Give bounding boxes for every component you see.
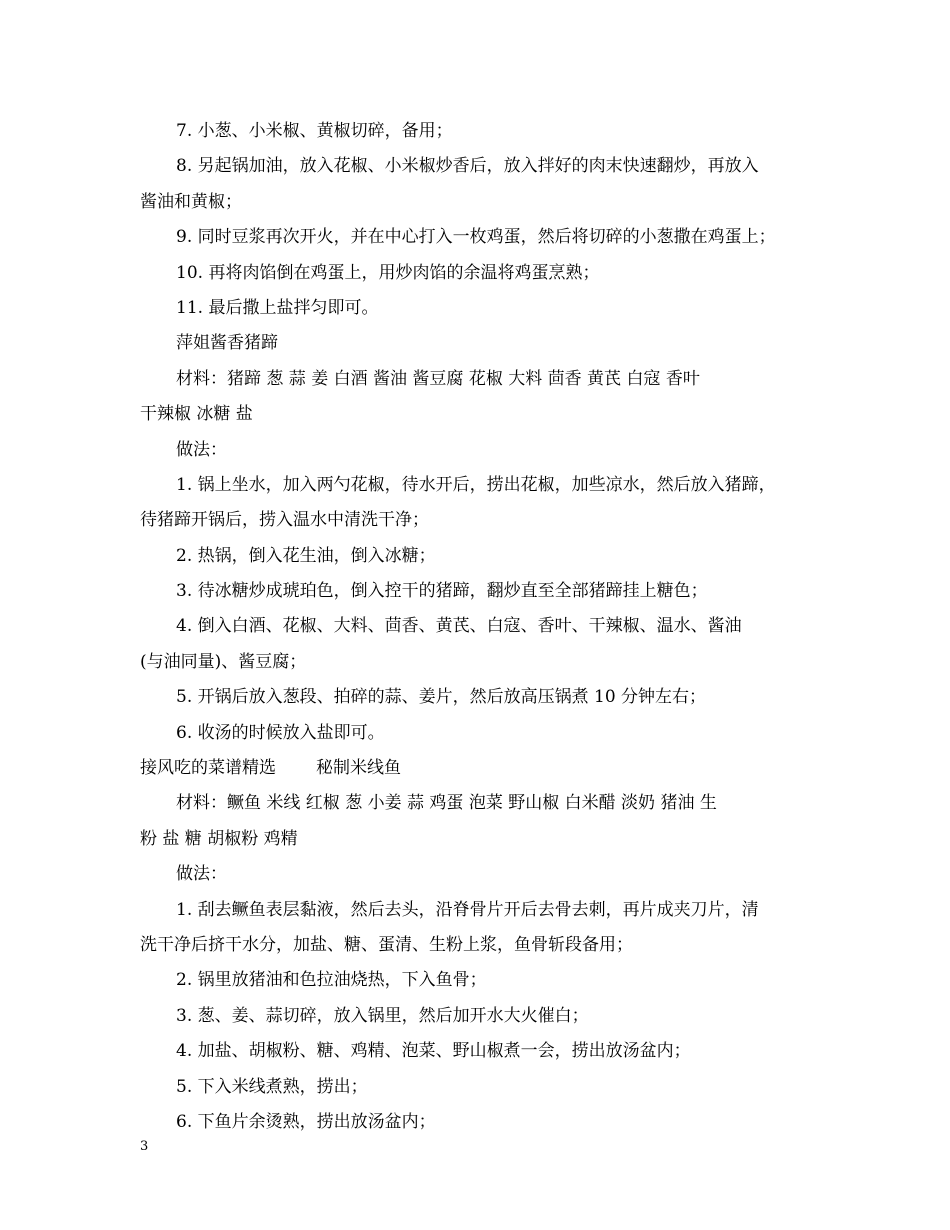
step-line: 11. 最后撒上盐拌匀即可。 [176, 297, 379, 318]
page-number: 3 [140, 1139, 149, 1154]
method-heading: 做法： [176, 439, 227, 460]
method-heading: 做法： [176, 864, 227, 885]
step-line: 10. 再将肉馅倒在鸡蛋上，用炒肉馅的余温将鸡蛋烹熟； [176, 262, 600, 283]
section-heading: 接风吃的菜谱精选 [140, 758, 276, 779]
step-line-continued: 洗干净后挤干水分，加盐、糖、蛋清、生粉上浆，鱼骨斩段备用； [140, 934, 633, 955]
step-line: 6. 收汤的时候放入盐即可。 [176, 722, 385, 743]
step-line: 1. 锅上坐水，加入两勺花椒，待水开后，捞出花椒，加些凉水，然后放入猪蹄， [176, 474, 776, 495]
step-line: 3. 待冰糖炒成琥珀色，倒入控干的猪蹄，翻炒直至全部猪蹄挂上糖色； [176, 581, 708, 602]
step-line: 7. 小葱、小米椒、黄椒切碎，备用； [176, 121, 453, 141]
step-line: 9. 同时豆浆再次开火，并在中心打入一枚鸡蛋，然后将切碎的小葱撒在鸡蛋上； [176, 227, 776, 248]
step-line-continued: (与油同量)、酱豆腐； [140, 651, 307, 672]
ingredients-line: 材料：猪蹄 葱 蒜 姜 白酒 酱油 酱豆腐 花椒 大料 茴香 黄芪 白寇 香叶 [176, 368, 700, 389]
ingredients-line-continued: 粉 盐 糖 胡椒粉 鸡精 [140, 828, 298, 849]
step-line: 1. 刮去鳜鱼表层黏液，然后去头，沿脊骨片开后去骨去刺，再片成夹刀片，清 [176, 899, 759, 920]
section-heading-row [140, 751, 830, 786]
step-line: 2. 热锅，倒入花生油，倒入冰糖； [176, 545, 436, 566]
recipe-title: 萍姐酱香猪蹄 [176, 333, 278, 354]
step-line: 8. 另起锅加油，放入花椒、小米椒炒香后，放入拌好的肉末快速翻炒，再放入 [176, 156, 759, 177]
step-line: 5. 下入米线煮熟，捞出； [176, 1076, 368, 1097]
step-line: 4. 倒入白酒、花椒、大料、茴香、黄芪、白寇、香叶、干辣椒、温水、酱油 [176, 616, 742, 637]
step-line-continued: 待猪蹄开锅后，捞入温水中清洗干净； [140, 510, 429, 531]
step-line: 4. 加盐、胡椒粉、糖、鸡精、泡菜、野山椒煮一会，捞出放汤盆内； [176, 1041, 691, 1062]
step-line: 5. 开锅后放入葱段、拍碎的蒜、姜片，然后放高压锅煮 10 分钟左右； [176, 687, 707, 708]
ingredients-line-continued: 干辣椒 冰糖 盐 [140, 404, 253, 425]
ingredients-line: 材料：鳜鱼 米线 红椒 葱 小姜 蒜 鸡蛋 泡菜 野山椒 白米醋 淡奶 猪油 生 [176, 793, 717, 814]
recipe-text [140, 114, 830, 1140]
step-line: 2. 锅里放猪油和色拉油烧热，下入鱼骨； [176, 970, 487, 991]
step-line: 6. 下鱼片余烫熟，捞出放汤盆内； [176, 1111, 436, 1132]
step-line: 3. 葱、姜、蒜切碎，放入锅里，然后加开水大火催白； [176, 1005, 589, 1026]
step-line-continued: 酱油和黄椒； [140, 191, 242, 212]
recipe-title: 秘制米线鱼 [316, 758, 401, 779]
